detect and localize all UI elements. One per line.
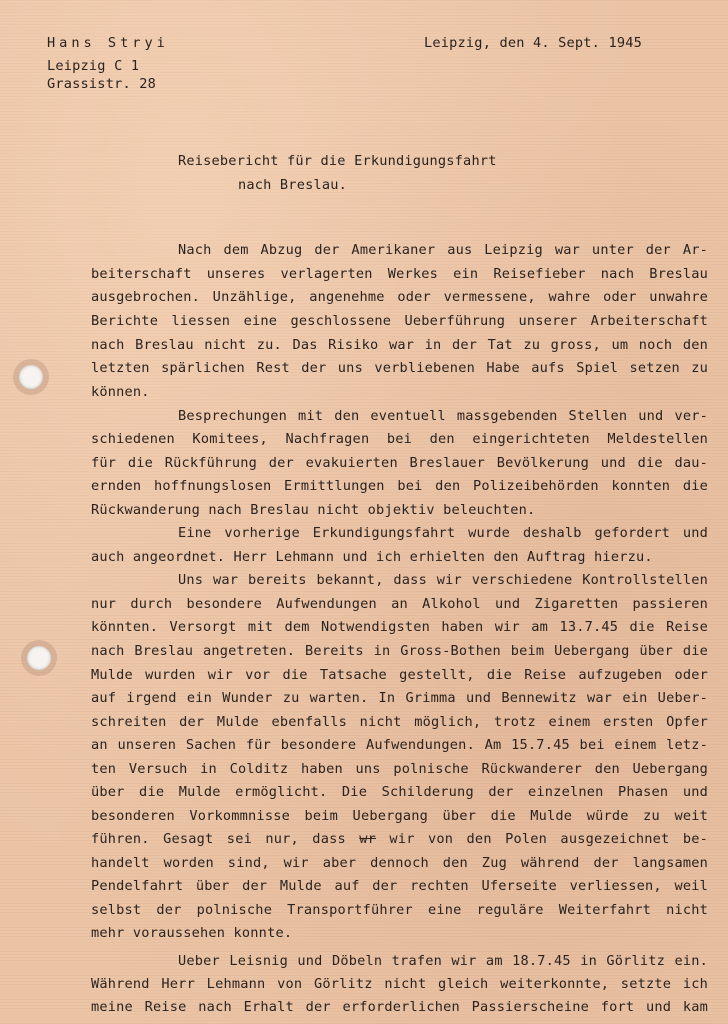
body-line: Pendelfahrt über der Mulde auf der rechten Uferseite verliessen, weil [91, 878, 708, 894]
body-line: auch angeordnet. Herr Lehmann und ich erhielten den Auftrag hierzu. [91, 549, 653, 565]
body-line-part: führen. Gesagt sei nur, dass [91, 831, 360, 847]
body-line: Nach dem Abzug der Amerikaner aus Leipzig war unter der Ar- [178, 242, 708, 258]
body-line: nur durch besondere Aufwendungen an Alkohol und Zigaretten passieren [91, 596, 708, 612]
body-line: ernden hoffnungslosen Ermittlungen bei den Polizeibehörden konnten die [91, 478, 708, 494]
body-line: mehr voraussehen konnte. [91, 925, 293, 941]
body-line: Während Herr Lehmann von Görlitz nicht gleich weiterkonnte, setzte ich [91, 976, 708, 992]
body-line: meine Reise nach Erhalt der erforderlichen Passierscheine fort und kam [91, 999, 708, 1015]
body-line: nach Breslau angetreten. Bereits in Gross-Bothen beim Uebergang über die [91, 643, 708, 659]
body-line-part: wir von den Polen ausgezeichnet be- [376, 831, 708, 847]
body-line: an unseren Sachen für besondere Aufwendungen. Am 15.7.45 bei einem letz- [91, 737, 708, 753]
body-line: Uns war bereits bekannt, dass wir verschiedene Kontrollstellen [178, 572, 708, 588]
body-line: können. [91, 384, 150, 400]
letter-date: Leipzig, den 4. Sept. 1945 [424, 35, 642, 51]
body-line: Rückwanderung nach Breslau nicht objektiv beleuchten. [91, 502, 536, 518]
body-line: schreiten der Mulde ebenfalls nicht möglich, trotz einem ersten Opfer [91, 714, 708, 730]
body-line: handelt worden sind, wir aber dennoch den Zug während der langsamen [91, 855, 708, 871]
body-line: selbst der polnische Transportführer eine reguläre Weiterfahrt nicht [91, 902, 708, 918]
body-line: schiedenen Komitees, Nachfragen bei den eingerichteten Meldestellen [91, 431, 708, 447]
body-line: nach Breslau nicht zu. Das Risiko war in der Tat zu gross, um noch den [91, 337, 708, 353]
sender-city: Leipzig C 1 [47, 58, 140, 74]
punch-hole-top [19, 365, 43, 389]
body-line: über die Mulde ermöglicht. Die Schilderung der einzelnen Phasen und [91, 784, 708, 800]
punch-hole-bottom [27, 646, 51, 670]
body-line: letzten spärlichen Rest der uns verbliebenen Habe aufs Spiel setzen zu [91, 360, 708, 376]
body-line: besonderen Vorkommnisse beim Uebergang über die Mulde würde zu weit [91, 808, 708, 824]
body-line: beiterschaft unseres verlagerten Werkes ein Reisefieber nach Breslau [91, 266, 708, 282]
body-line: Mulde wurden wir vor die Tatsache gestellt, die Reise aufzugeben oder [91, 667, 708, 683]
body-line-with-strike [91, 833, 708, 847]
body-line: Berichte liessen eine geschlossene Ueberführung unserer Arbeiterschaft [91, 313, 708, 329]
body-line: für die Rückführung der evakuierten Breslauer Bevölkerung und die dau- [91, 455, 708, 471]
body-line: Eine vorherige Erkundigungsfahrt wurde deshalb gefordert und [178, 525, 708, 541]
body-line [91, 833, 708, 847]
body-line: Besprechungen mit den eventuell massgebenden Stellen und ver- [178, 408, 708, 424]
body-line: ausgebrochen. Unzählige, angenehme oder vermessene, wahre oder unwahre [91, 289, 708, 305]
body-line: könnten. Versorgt mit dem Notwendigsten haben wir am 13.7.45 die Reise [91, 619, 708, 635]
body-line: Ueber Leisnig und Döbeln trafen wir am 18.7.45 in Görlitz ein. [178, 953, 708, 969]
body-line: ten Versuch in Colditz haben uns polnische Rückwanderer den Uebergang [91, 761, 708, 777]
sender-name: Hans Stryi [47, 35, 169, 51]
struck-typo: wr [359, 831, 377, 847]
report-title-line2: nach Breslau. [238, 177, 347, 193]
report-title: Reisebericht für die Erkundigungsfahrt [178, 153, 497, 169]
body-line: auf irgend ein Wunder zu warten. In Grimma und Bennewitz war ein Ueber- [91, 690, 708, 706]
sender-street: Grassistr. 28 [47, 76, 156, 92]
